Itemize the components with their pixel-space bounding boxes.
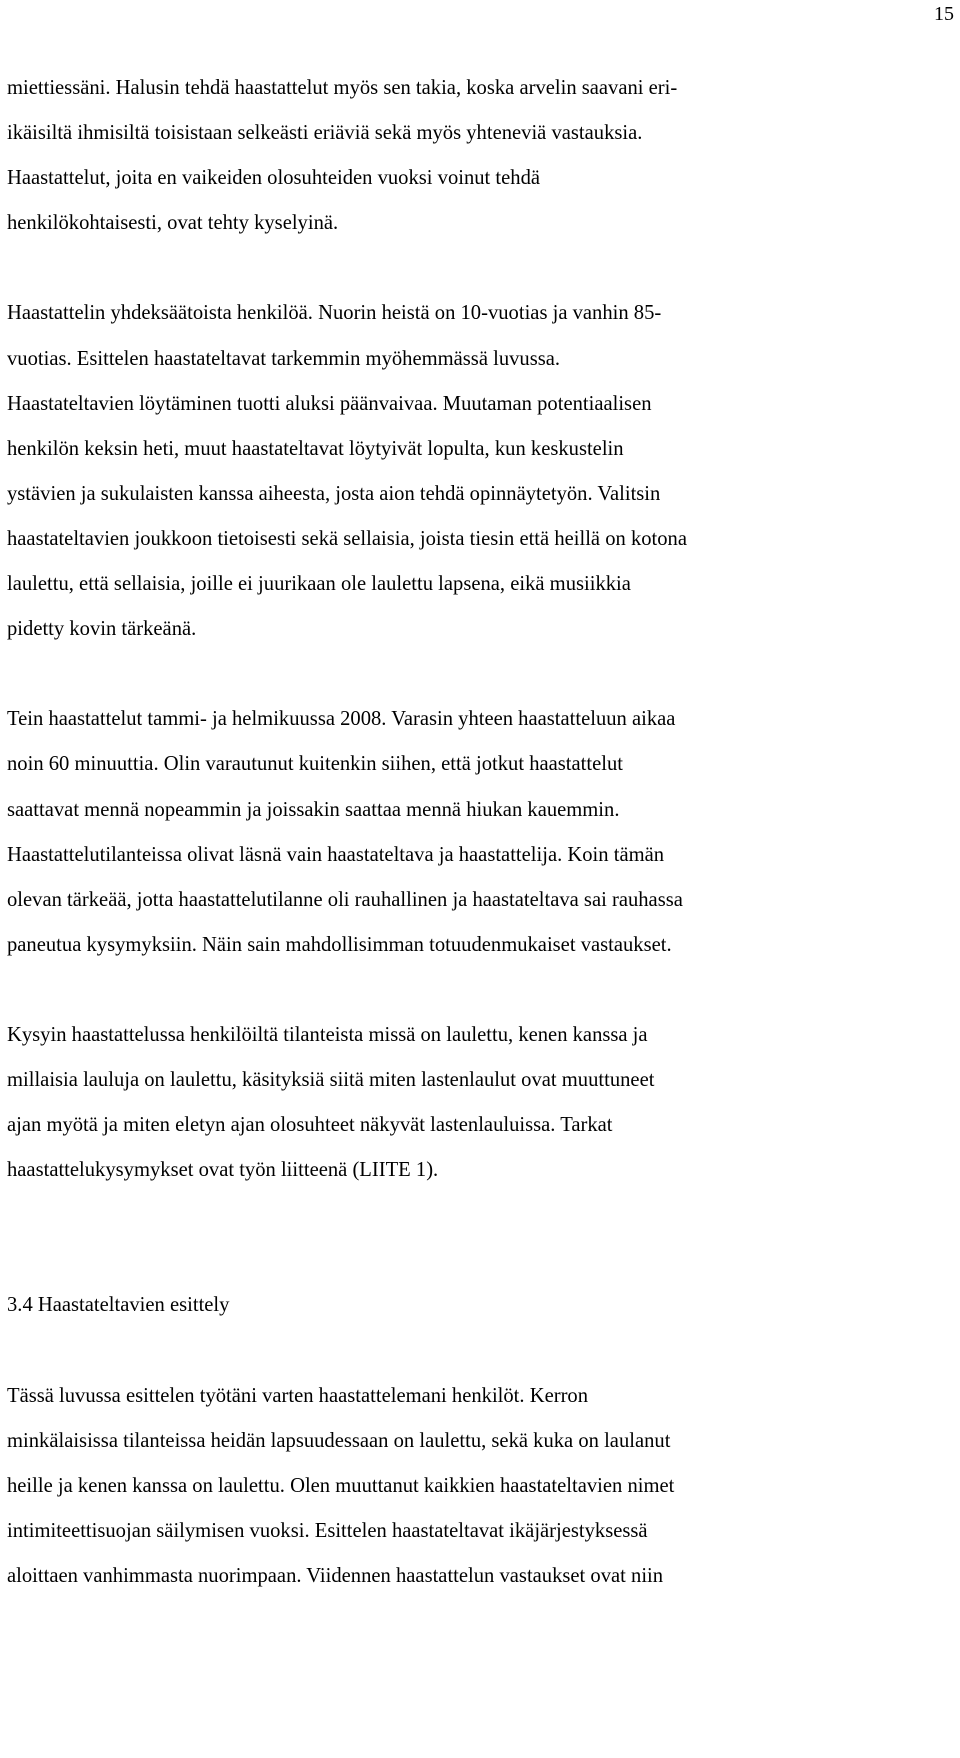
- text-line: saattavat mennä nopeammin ja joissakin saattaa mennä hiukan kauemmin.: [7, 798, 620, 821]
- text-line: Kysyin haastattelussa henkilöiltä tilanteista missä on laulettu, kenen kanssa ja: [7, 1023, 648, 1046]
- text-line: paneutua kysymyksiin. Näin sain mahdollisimman totuudenmukaiset vastaukset.: [7, 933, 672, 956]
- paragraph-spacer: [7, 1328, 957, 1373]
- text-line: miettiessäni. Halusin tehdä haastattelut myös sen takia, koska arvelin saavani eri-: [7, 77, 678, 99]
- section-spacer: [7, 1193, 957, 1283]
- text-line: Haastattelut, joita en vaikeiden olosuhteiden vuoksi voinut tehdä: [7, 167, 541, 190]
- text-line: noin 60 minuuttia. Olin varautunut kuitenkin siihen, että jotkut haastattelut: [7, 753, 623, 776]
- paragraph-spacer: [7, 246, 957, 291]
- text-line: ikäisiltä ihmisiltä toisistaan selkeästi eriäviä sekä myös yhteneviä vastauksia.: [7, 122, 643, 145]
- text-line: heille ja kenen kanssa on laulettu. Olen muuttanut kaikkien haastateltavien nimet: [7, 1474, 675, 1497]
- text-line: Tässä luvussa esittelen työtäni varten haastattelemani henkilöt. Kerron: [7, 1384, 589, 1407]
- paragraph-3: [7, 697, 957, 968]
- text-line: Haastattelin yhdeksäätoista henkilöä. Nuorin heistä on 10-vuotias ja vanhin 85-: [7, 302, 662, 325]
- paragraph-4: [7, 1013, 957, 1193]
- text-line: aloittaen vanhimmasta nuorimpaan. Viidennen haastattelun vastaukset ovat niin: [7, 1564, 664, 1587]
- text-line: haastattelukysymykset ovat työn liitteenä (LIITE 1).: [7, 1159, 439, 1182]
- text-line: ystävien ja sukulaisten kanssa aiheesta, josta aion tehdä opinnäytetyön. Valitsin: [7, 482, 661, 505]
- section-heading: 3.4 Haastateltavien esittely: [7, 1294, 230, 1317]
- text-line: olevan tärkeää, jotta haastattelutilanne oli rauhallinen ja haastateltava sai rauhassa: [7, 888, 683, 911]
- text-line: Haastattelutilanteissa olivat läsnä vain haastateltava ja haastattelija. Koin tämän: [7, 843, 665, 866]
- text-line: pidetty kovin tärkeänä.: [7, 618, 197, 641]
- page-number: 15: [934, 3, 954, 25]
- text-line: haastateltavien joukkoon tietoisesti sekä sellaisia, joista tiesin että heillä on kotona: [7, 527, 687, 550]
- text-line: henkilökohtaisesti, ovat tehty kyselyinä.: [7, 212, 339, 235]
- text-line: vuotias. Esittelen haastateltavat tarkemmin myöhemmässä luvussa.: [7, 347, 561, 370]
- text-line: henkilön keksin heti, muut haastateltavat löytyivät lopulta, kun keskustelin: [7, 437, 624, 460]
- section-3-4: [7, 1283, 957, 1599]
- text-line: intimiteettisuojan säilymisen vuoksi. Esittelen haastateltavat ikäjärjestyksessä: [7, 1519, 648, 1542]
- text-line: ajan myötä ja miten eletyn ajan olosuhteet näkyvät lastenlauluissa. Tarkat: [7, 1114, 613, 1137]
- paragraph-spacer: [7, 652, 957, 697]
- text-line: Tein haastattelut tammi- ja helmikuussa 2008. Varasin yhteen haastatteluun aikaa: [7, 708, 676, 731]
- paragraph-2: [7, 291, 957, 652]
- text-line: millaisia lauluja on laulettu, käsityksiä siitä miten lastenlaulut ovat muuttuneet: [7, 1069, 655, 1092]
- text-line: minkälaisissa tilanteissa heidän lapsuudessaan on laulettu, sekä kuka on laulanut: [7, 1429, 671, 1452]
- text-line: Haastateltavien löytäminen tuotti aluksi päänvaivaa. Muutaman potentiaalisen: [7, 392, 652, 415]
- paragraph-spacer: [7, 968, 957, 1013]
- text-line: laulettu, että sellaisia, joille ei juurikaan ole laulettu lapsena, eikä musiikkia: [7, 573, 631, 596]
- paragraph-1: [7, 66, 957, 246]
- document-body: [7, 66, 957, 1599]
